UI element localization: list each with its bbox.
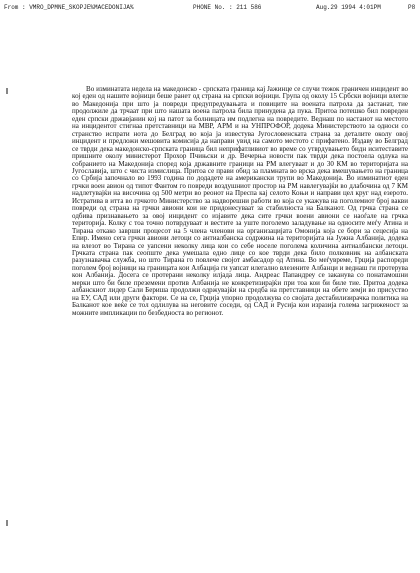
fax-phone: PHONE No. : 211 586 <box>193 4 262 11</box>
fax-header <box>0 0 420 14</box>
fax-page-number: P8 <box>408 4 416 11</box>
document-body: Во изминатата недела на македонско - српската граница кај Јажинце се случи тежок граничен инцидент во кој еден од нашите војници беше ранет од страна на српски војници. Група од околу 15 Србски војници влегле во Македонија при што ја повреди предупредувањата и повиците на воената патрола да застанат, тие продолжиле да трчаат при што нашата воена патрола била принудена да пука. Притоа потешко бил повреден еден српски државјанин кој на патот за болницата им подлегна на повредите. Веднаш по настанот на местото на инцидентот стигнаа претставници на МВР, АРМ и на УНПРОФОР, додека Министерството за односи со странство испрати нота до Белград во која ја известува Југословенската страна за деталите околу овој инцидент и предложи мешовита комисија да направи увид на самото местото с прифатено. Издаву во Белград се тврди дека македонско-српската граница бил неприфатливиот во време со утврдувањето бидн иситеставите пришните околу министерот Прохор Пчињски и др. Вечерња новости пак тврди дека постоела одлука на собранието на Македонија според која државните граници на РМ влегуваат и до 30 КМ во територијата на Југославија, што с чиста измислица. Притоа се прави обид за пламната во врска дека вмешувањето на граница со Србија започнало во 1993 година по додадете на американски трупи во Македонија. Во изминатиот еден грчки воен авион од типот Фантом го повреди воздушниот простор на РМ навлегувајќи во длабочина од 7 КМ надлетувајќи на височина од 500 метри во реонот на Преспа кај селото Коњи и направи цел круг над езерото. Истратива в итта во грчкото Министерство за надворешни работи во која се укажува на поголемиот број вакви повреди од страна на грчки авиони кои не придонесуваат за стабилноста на Балканот. Од грчка страна се одбива признавањето за овој инцидент со изјавите дека сите грчки воени авиони се наоѓале на грчка територија. Колку с тоа точно потврдуваат и вестите за уште поголемо заладување на односите меѓу Атина и Тирана откако заврши процесот на 5 члена членови на организацијата Омонија која се бори за сецесија на Епир. Имено сега грчки авиони летоци со антиалбанска содржина на територијата на Јужна Албанија, додека на влезот во Тирана се уапсени неколку лица кои со себе носеле поголема количина антиалбански летоци. Грчката страна пак сеопште дека умешала едно лице со кое тврди дека било полковник на албанската разузнавачка служба, но што Тирана го повлече својот амбасадор од Атина. Во меѓувреме, Грција распореди поголем број војници на границата кои Албација ги уапсат илегално влезените Албанци и веднаш ги протерува кон Албанија. Досега се протерани неколку илјада лица. Андреас Папандреу се заканува со понатамошни мерки што би биле преземени против Албанија не конкретизирајќи при тоа кои би биле тие. Притоа додека албанскиот лидер Сали Бериша продолжи одржувајќи на средба на претставници на обете земји во присуство на ЕУ, САД или други фактори. Се на се, Грција упорно продолжува со својата дестабилизирачка политика на Балканот кое веќе се тол одлилува на неговите соседи, од САД и Русија кои изразија голема загриженост за можните импликации по безбедноста во регионот. <box>72 85 408 317</box>
fax-date: Aug.29 1994 4:01PM <box>316 4 381 11</box>
scan-smudge <box>6 88 8 94</box>
fax-sender: From : VMRO_DPMNE_SKOPJE%MACEDONIJA% <box>4 4 134 11</box>
scan-smudge <box>6 520 8 526</box>
